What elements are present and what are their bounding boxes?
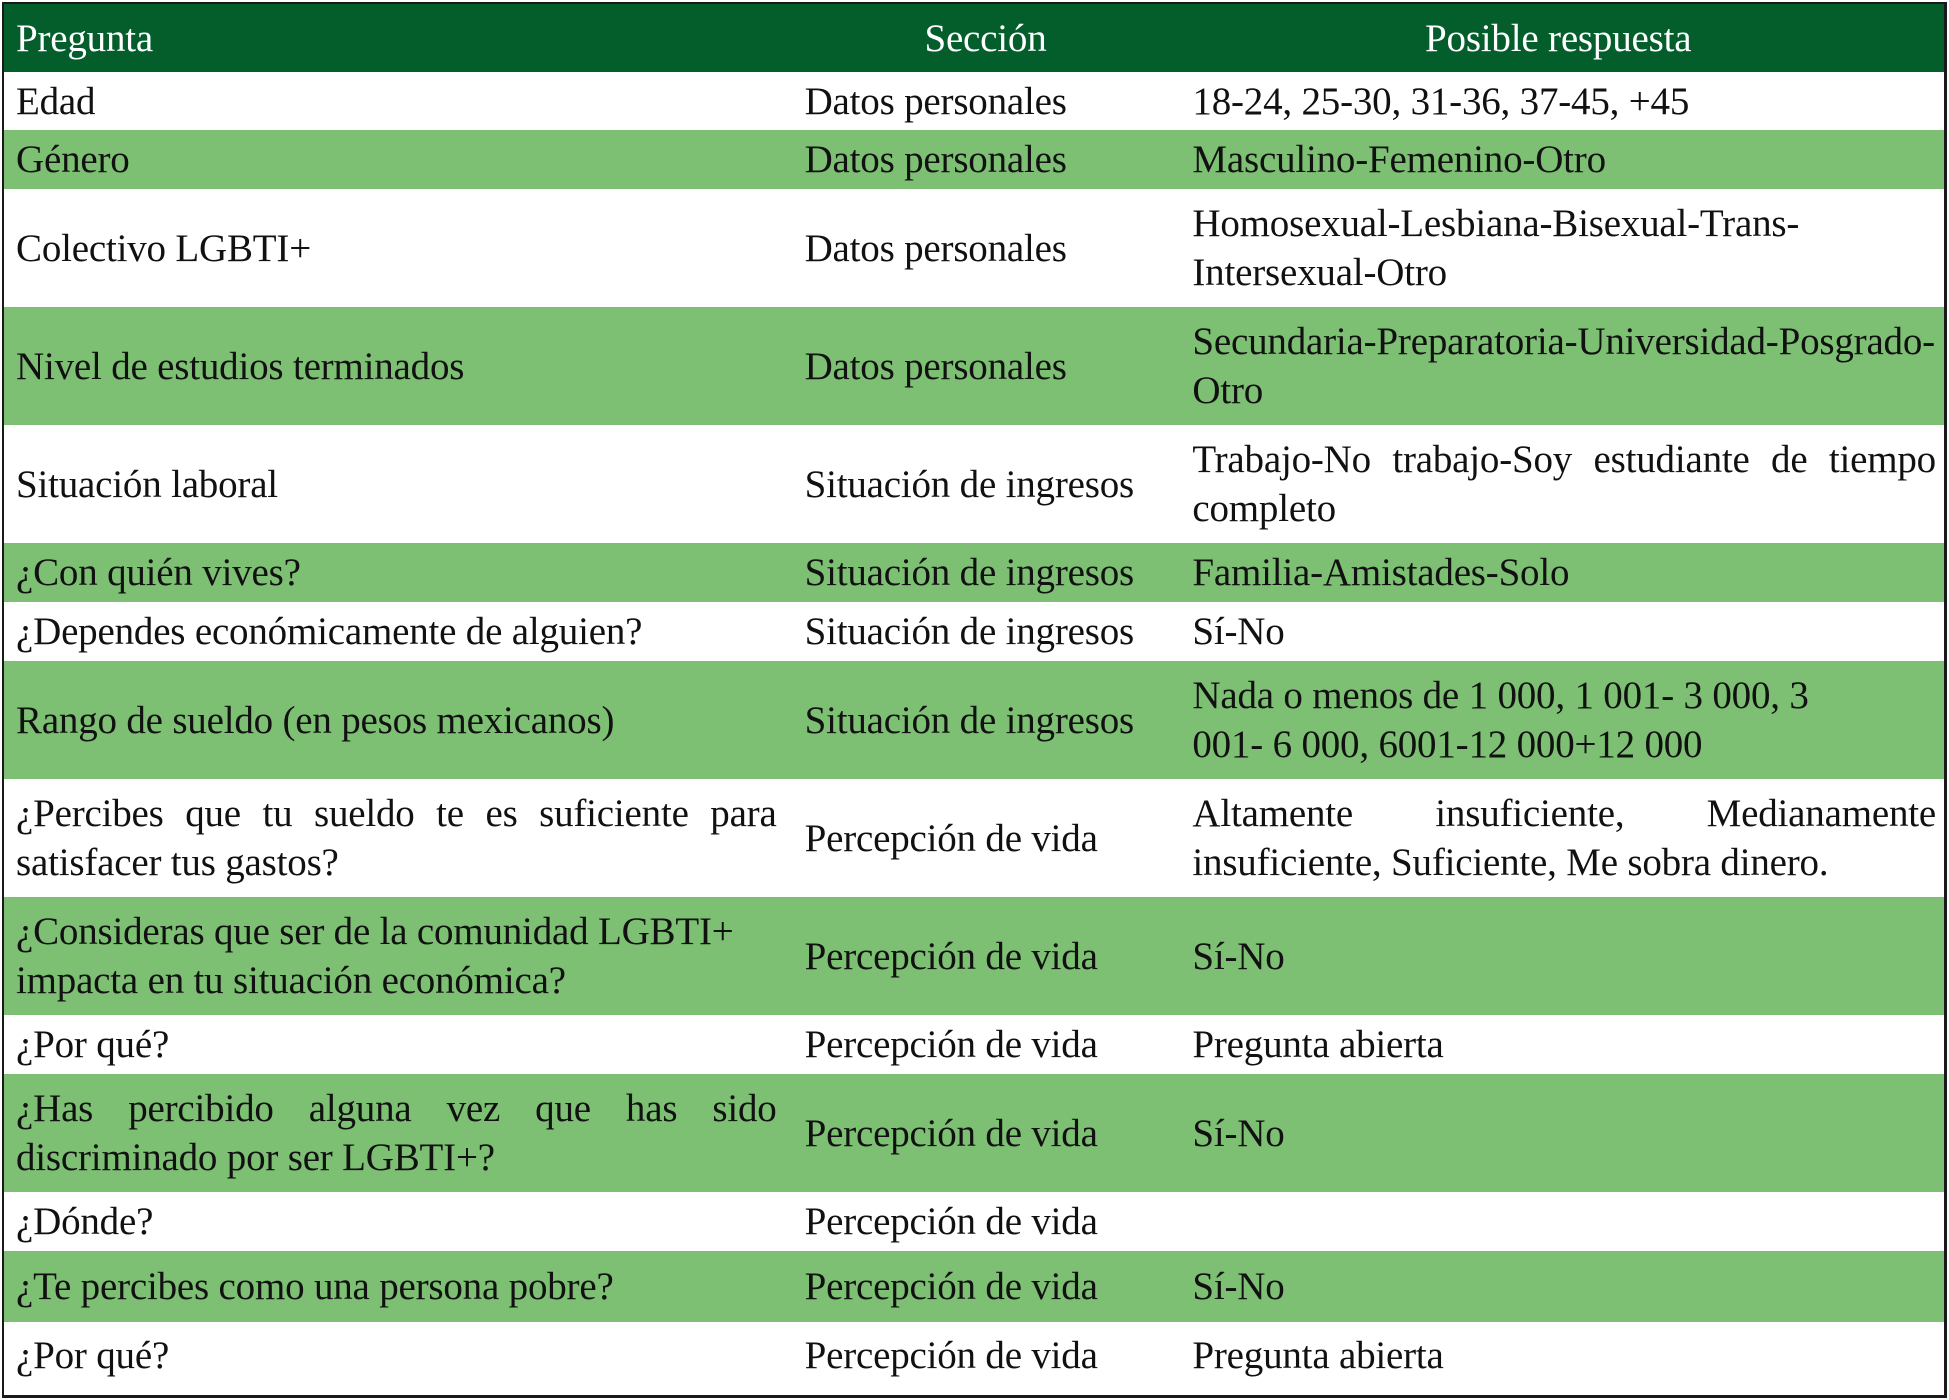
cell-seccion: Situación de ingresos [804,551,1135,594]
survey-table [2,2,1947,1398]
header-posible-respuesta: Posible respuesta [1425,16,1692,60]
cell-seccion: Percepción de vida [804,934,1098,978]
cell-pregunta: ¿Por qué? [16,1333,170,1377]
table-row [4,1074,1944,1192]
cell-pregunta: ¿Dónde? [16,1200,154,1243]
table-row [4,897,1944,1015]
table-header-row [4,4,1944,72]
table-row [4,1322,1944,1388]
cell-seccion: Datos personales [804,79,1067,123]
cell-pregunta: Situación laboral [16,462,278,506]
cell-pregunta: ¿Con quién vives? [16,551,301,594]
cell-pregunta: ¿Por qué? [16,1023,170,1066]
table-row [4,779,1944,897]
cell-seccion: Percepción de vida [804,816,1098,860]
cell-respuesta: Pregunta abierta [1192,1023,1444,1066]
cell-pregunta: ¿Dependes económicamente de alguien? [16,610,643,653]
table-row [4,72,1944,130]
cell-respuesta: 18-24, 25-30, 31-36, 37-45, +45 [1192,79,1690,123]
cell-pregunta: ¿Percibes que tu sueldo te es suficiente para satisfacer tus gastos? [16,792,777,884]
header-pregunta: Pregunta [16,16,154,60]
cell-seccion: Percepción de vida [804,1200,1098,1243]
table-row [4,1192,1944,1251]
table-row [4,1015,1944,1074]
table-row [4,543,1944,602]
table-row [4,189,1944,307]
cell-respuesta: Sí-No [1192,1265,1285,1308]
cell-pregunta: Edad [16,79,96,123]
cell-seccion: Percepción de vida [804,1333,1098,1377]
cell-respuesta: Pregunta abierta [1192,1333,1444,1377]
cell-seccion: Percepción de vida [804,1111,1098,1155]
cell-pregunta: Género [16,138,130,181]
table-row [4,130,1944,189]
cell-respuesta: Familia-Amistades-Solo [1192,551,1570,594]
cell-respuesta: Secundaria-Preparatoria-Universidad-Posgrado-Otro [1192,320,1935,412]
table-row [4,307,1944,425]
cell-seccion: Datos personales [804,138,1067,181]
cell-seccion: Situación de ingresos [804,610,1135,653]
cell-pregunta: ¿Has percibido alguna vez que has sido discriminado por ser LGBTI+? [16,1087,777,1179]
cell-respuesta [1180,1192,1944,1251]
table-row [4,425,1944,543]
cell-pregunta: ¿Te percibes como una persona pobre? [16,1265,614,1308]
cell-respuesta: Sí-No [1192,610,1285,653]
cell-respuesta: Nada o menos de 1 000, 1 001- 3 000, 3 001- 6 000, 6001-12 000+12 000 [1192,674,1809,766]
cell-respuesta: Sí-No [1192,1111,1285,1155]
cell-respuesta: Altamente insuficiente, Medianamente insuficiente, Suficiente, Me sobra dinero. [1192,792,1936,884]
table-row [4,602,1944,661]
cell-seccion: Datos personales [804,226,1067,270]
table-row [4,1251,1944,1322]
cell-respuesta: Homosexual-Lesbiana-Bisexual-Trans-Intersexual-Otro [1192,202,1800,294]
cell-respuesta: Trabajo-No trabajo-Soy estudiante de tiempo completo [1192,438,1936,530]
cell-seccion: Percepción de vida [804,1023,1098,1066]
table-row [4,661,1944,779]
cell-seccion: Situación de ingresos [804,698,1134,742]
cell-pregunta: Rango de sueldo (en pesos mexicanos) [16,698,615,742]
cell-seccion: Datos personales [804,344,1067,388]
cell-seccion: Situación de ingresos [804,462,1135,506]
cell-respuesta: Masculino-Femenino-Otro [1192,138,1606,181]
cell-seccion: Percepción de vida [804,1265,1098,1308]
cell-pregunta: Colectivo LGBTI+ [16,226,311,270]
cell-pregunta: ¿Consideras que ser de la comunidad LGBTI+ impacta en tu situación económica? [16,910,734,1002]
header-seccion: Sección [924,16,1047,60]
cell-pregunta: Nivel de estudios terminados [16,344,465,388]
cell-respuesta: Sí-No [1192,934,1285,978]
